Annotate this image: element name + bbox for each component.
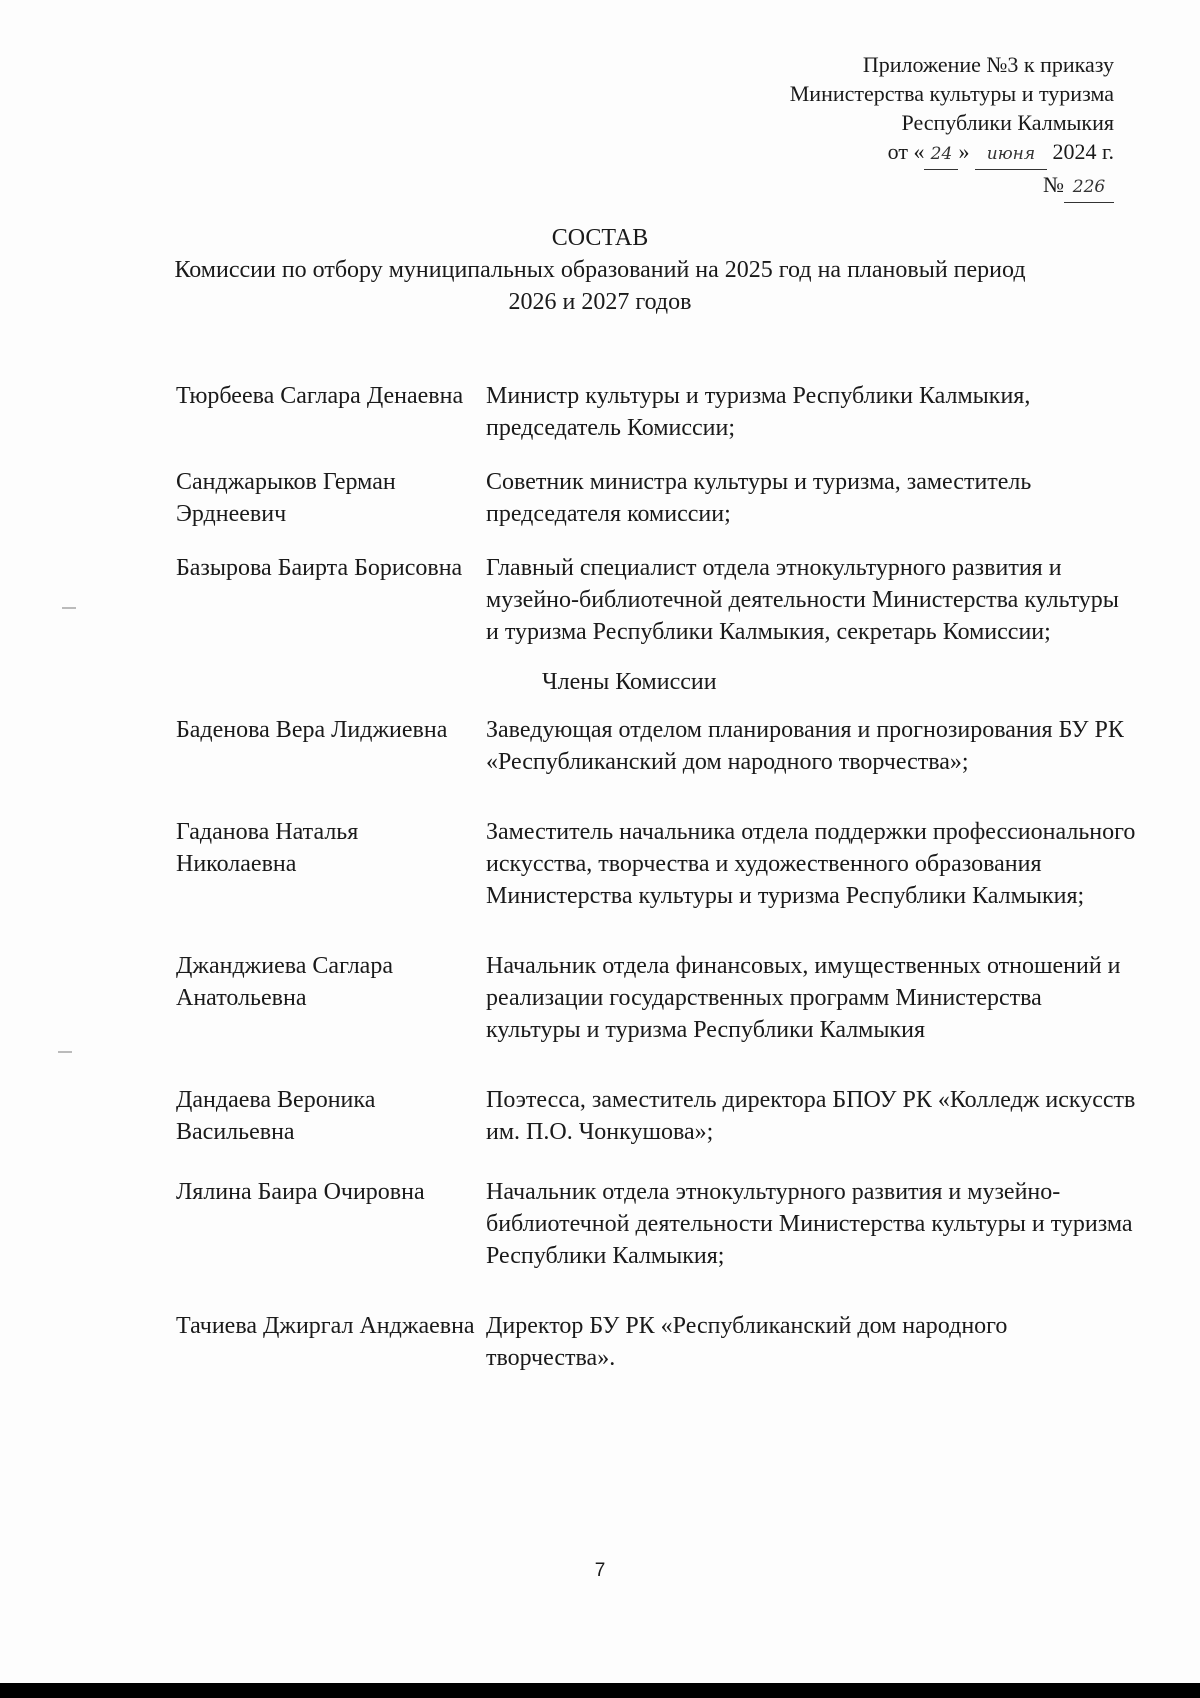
member-name: Тачиева Джиргал Анджаевна (176, 1313, 475, 1339)
member-name: Гаданова Наталья Николаевна (176, 819, 359, 877)
date-prefix: от « (887, 139, 925, 164)
member-row (176, 552, 1136, 648)
member-role: Заведующая отделом планирования и прогнозирования БУ РК «Республиканский дом народного творчества»; (486, 717, 1124, 775)
member-role: Начальник отдела финансовых, имущественных отношений и реализации государственных программ Министерства культуры и туризма Республики Калмыкия (486, 953, 1121, 1043)
member-row (176, 466, 1136, 530)
member-name: Лялина Баира Очировна (176, 1179, 425, 1205)
title-subtitle: Комиссии по отбору муниципальных образований на 2025 год на плановый период 2026 и 2027 годов (174, 257, 1026, 315)
member-role: Советник министра культуры и туризма, заместитель председателя комиссии; (486, 469, 1032, 527)
page-number: 7 (594, 1560, 606, 1581)
members-section-label: Члены Комиссии (542, 669, 717, 695)
member-row (176, 950, 1136, 1046)
member-row (176, 816, 1136, 912)
date-year: 2024 г. (1052, 139, 1114, 164)
appendix-line-2: Министерства культуры и туризма (789, 81, 1114, 106)
date-day-handwritten: 24 (924, 140, 958, 170)
order-number-handwritten: 226 (1064, 173, 1114, 203)
member-role: Заместитель начальника отдела поддержки профессионального искусства, творчества и художественного образования Министерства культуры и туризма Республики Калмыкия; (486, 819, 1136, 909)
title-main: СОСТАВ (551, 225, 649, 251)
scan-artifact (62, 607, 76, 609)
appendix-date-line (790, 137, 1114, 170)
member-row (176, 1176, 1136, 1272)
member-row (176, 380, 1136, 444)
appendix-line-3: Республики Калмыкия (901, 110, 1114, 135)
member-role: Директор БУ РК «Республиканский дом народного творчества». (486, 1313, 1008, 1371)
member-row (176, 1310, 1136, 1374)
number-prefix: № (1043, 172, 1064, 197)
member-name: Дандаева Вероника Васильевна (176, 1087, 376, 1145)
appendix-line-1: Приложение №3 к приказу (862, 52, 1114, 77)
member-name: Санджарыков Герман Эрднеевич (176, 469, 396, 527)
member-role: Министр культуры и туризма Республики Калмыкия, председатель Комиссии; (486, 383, 1031, 441)
member-role: Поэтесса, заместитель директора БПОУ РК «Колледж искусств им. П.О. Чонкушова»; (486, 1087, 1136, 1145)
member-role: Главный специалист отдела этнокультурного развития и музейно-библиотечной деятельности Министерства культуры и туризма Республики Калмыкия, секретарь Комиссии; (486, 555, 1119, 645)
document-title (0, 222, 1200, 318)
scan-artifact (58, 1051, 72, 1053)
member-name: Тюрбеева Саглара Денаевна (176, 383, 464, 409)
member-row (176, 714, 1136, 778)
date-mid: » (958, 139, 970, 164)
member-name: Джанджиева Саглара Анатольевна (176, 953, 393, 1011)
member-role: Начальник отдела этнокультурного развития и музейно-библиотечной деятельности Министерства культуры и туризма Республики Калмыкия; (486, 1179, 1133, 1269)
order-number-line (790, 170, 1114, 203)
member-name: Базырова Баирта Борисовна (176, 555, 463, 581)
commission-composition (176, 380, 1136, 1374)
member-row (176, 1084, 1136, 1148)
scan-bottom-border (0, 1683, 1200, 1698)
member-name: Баденова Вера Лиджиевна (176, 717, 448, 743)
appendix-header (790, 50, 1114, 203)
date-month-handwritten: июня (975, 140, 1047, 170)
